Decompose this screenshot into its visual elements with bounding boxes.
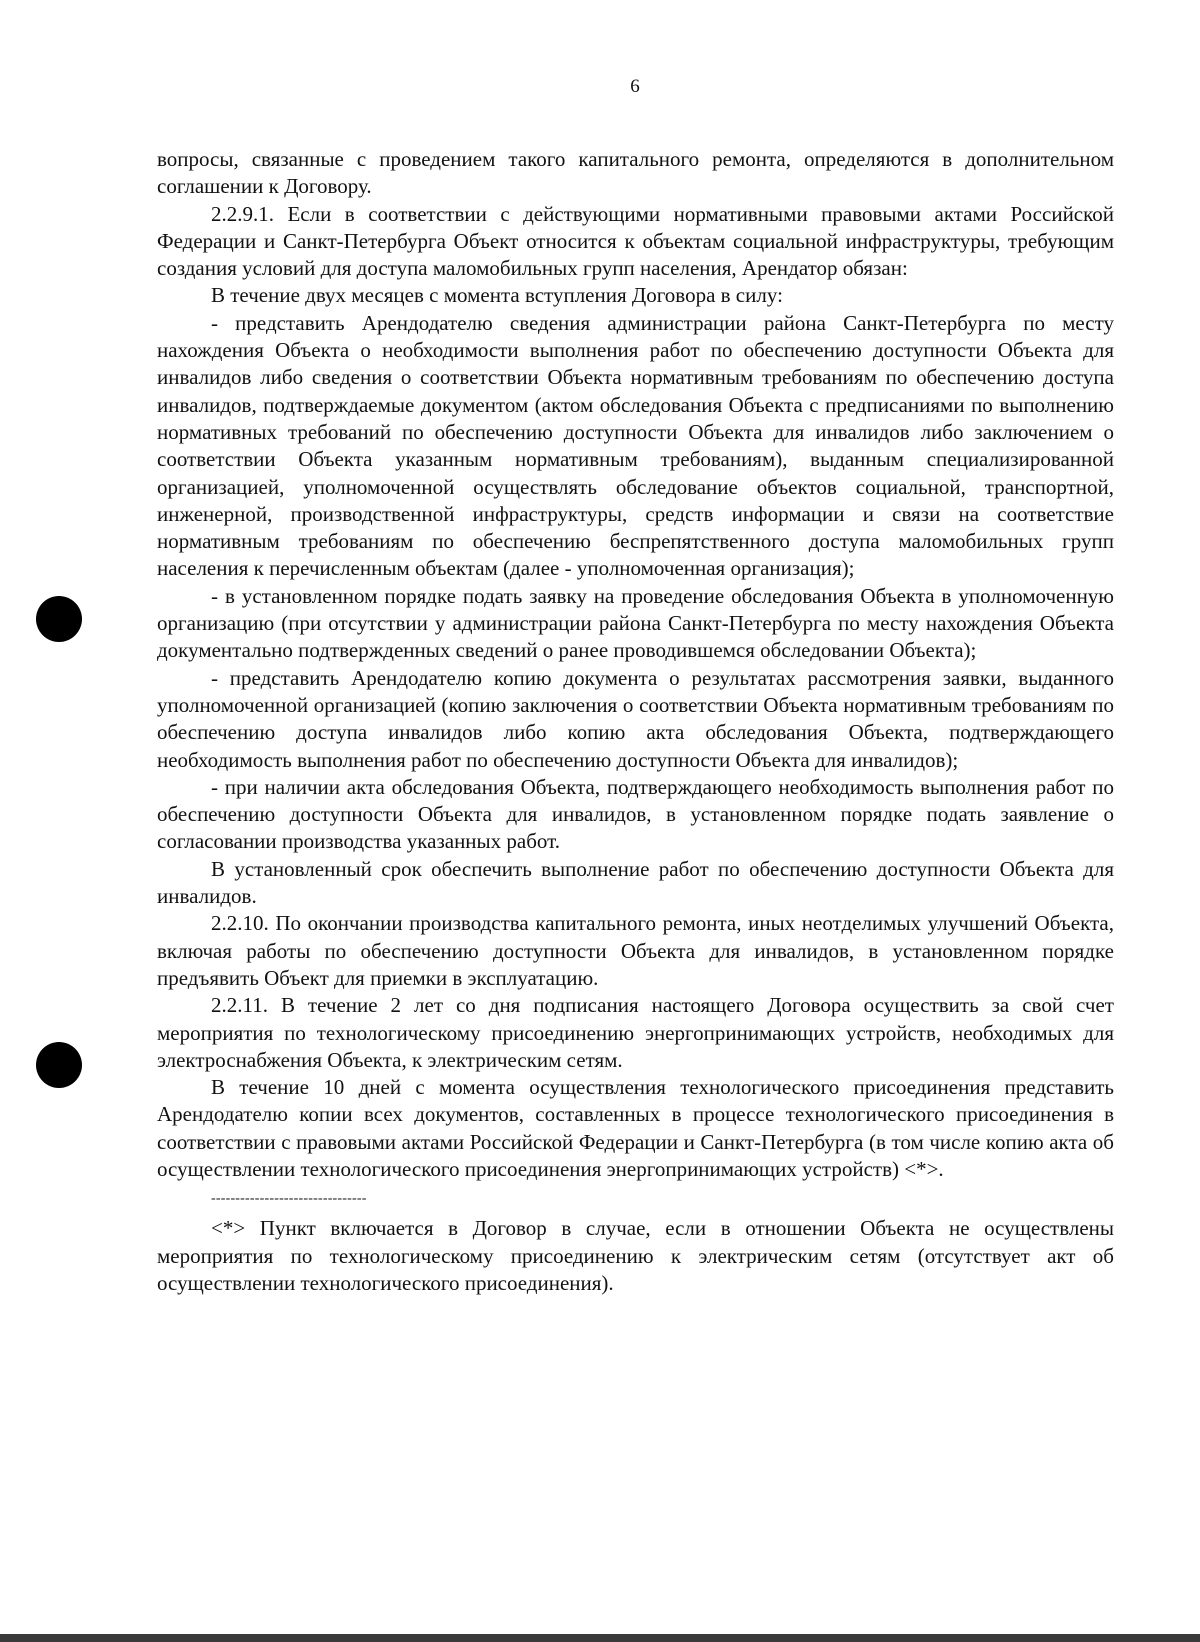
- list-item-submit-copy: - представить Арендодателю копию документа о результатах рассмотрения заявки, выданного уполномоченной организацией (копию заключения о соответствии Объекта нормативным требованиям по обеспечению доступа инвалидов либо копию акта обследования Объекта, подтверждающего необходимость выполнения работ по обеспечению доступности Объекта для инвалидов);: [157, 665, 1114, 772]
- footnote-separator: --------------------------------: [211, 1191, 367, 1207]
- list-item-submit-request: - в установленном порядке подать заявку на проведение обследования Объекта в уполномоченную организацию (при отсутствии у администрации района Санкт-Петербурга по месту нахождения Объекта документально подтвержденных сведений о ранее проводившемся обследовании Объекта);: [157, 583, 1114, 663]
- paragraph-2-2-10: 2.2.10. По окончании производства капитального ремонта, иных неотделимых улучшений Объекта, включая работы по обеспечению доступности Объекта для инвалидов, в установленном порядке предъявить Объект для приемки в эксплуатацию.: [157, 911, 1114, 990]
- page-number: 6: [630, 76, 640, 97]
- paragraph-continuation: вопросы, связанные с проведением такого капитального ремонта, определяются в дополнительном соглашении к Договору.: [157, 147, 1114, 199]
- punch-hole-upper: [36, 596, 82, 642]
- punch-hole-lower: [36, 1042, 82, 1088]
- paragraph-two-months: В течение двух месяцев с момента вступления Договора в силу:: [211, 283, 783, 308]
- paragraph-2-2-11: 2.2.11. В течение 2 лет со дня подписания настоящего Договора осуществить за свой счет мероприятия по технологическому присоединению энергопринимающих устройств, необходимых для электроснабжения Объекта, к электрическим сетям.: [157, 993, 1114, 1072]
- paragraph-2-2-9-1: 2.2.9.1. Если в соответствии с действующими нормативными правовыми актами Российской Федерации и Санкт-Петербурга Объект относится к объектам социальной инфраструктуры, требующим создания условий для доступа маломобильных групп населения, Арендатор обязан:: [157, 201, 1114, 281]
- paragraph-deadline: В установленный срок обеспечить выполнение работ по обеспечению доступности Объекта для инвалидов.: [157, 856, 1114, 909]
- scan-bottom-edge: [0, 1634, 1200, 1642]
- footnote: <*> Пункт включается в Договор в случае, если в отношении Объекта не осуществлены мероприятия по технологическому присоединению к электрическим сетям (отсутствует акт об осуществлении технологического присоединения).: [157, 1216, 1114, 1295]
- paragraph-ten-days: В течение 10 дней с момента осуществления технологического присоединения представить Арендодателю копии всех документов, составленных в процессе технологического присоединения в соответствии с правовыми актами Российской Федерации и Санкт-Петербурга (в том числе копию акта об осуществлении технологического присоединения энергопринимающих устройств) <*>.: [157, 1075, 1114, 1181]
- document-body: [157, 146, 1114, 1297]
- list-item-submit-info: - представить Арендодателю сведения администрации района Санкт-Петербурга по месту нахождения Объекта о необходимости выполнения работ по обеспечению доступности Объекта для инвалидов либо сведения о соответствии Объекта нормативным требованиям по обеспечению доступа инвалидов, подтверждаемые документом (актом обследования Объекта с предписаниями по выполнению нормативных требований по обеспечению доступности Объекта для инвалидов либо заключением о соответствии Объекта указанным нормативным требованиям), выданным специализированной организацией, уполномоченной осуществлять обследование объектов социальной, транспортной, инженерной, производственной инфраструктуры, средств информации и связи на соответствие нормативным требованиям по обеспечению беспрепятственного доступа маломобильных групп населения к перечисленным объектам (далее - уполномоченная организация);: [157, 310, 1114, 581]
- list-item-submit-application: - при наличии акта обследования Объекта, подтверждающего необходимость выполнения работ по обеспечению доступности Объекта для инвалидов, в установленном порядке подать заявление о согласовании производства указанных работ.: [157, 774, 1114, 854]
